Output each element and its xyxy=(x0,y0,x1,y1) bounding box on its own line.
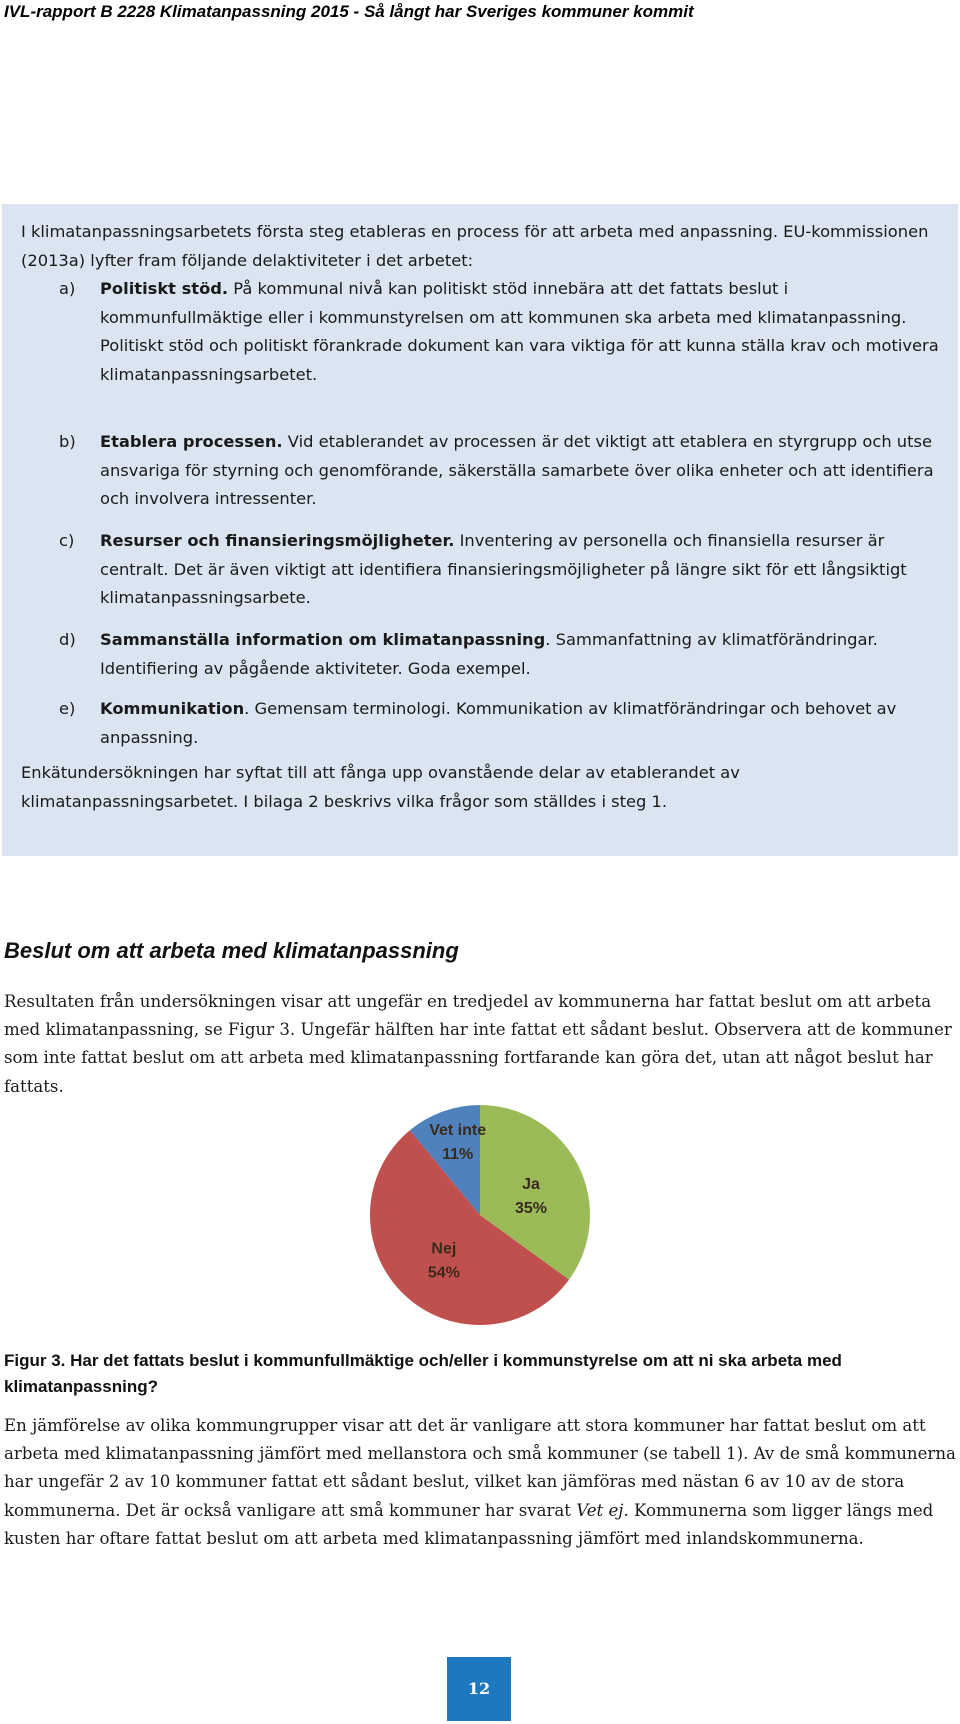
pie-chart xyxy=(360,1095,600,1335)
list-item-lead: Sammanställa information om klimatanpassning xyxy=(100,630,546,649)
pie-chart-svg xyxy=(360,1095,600,1335)
list-item-body: . Sammanfattning av klimatförändringar. Identifiering av pågående aktiviteter. Goda exempel. xyxy=(100,630,878,678)
list-item-letter: b) xyxy=(59,432,76,451)
pie-label-category: Ja xyxy=(522,1176,540,1194)
paragraph-comparison-part1: En jämförelse av olika kommungrupper visar att det är vanligare att stora kommuner har fattat beslut om att arbeta med klimatanpassning jämfört med mellanstora och små kommuner (se tabell 1). Av de små kommunerna har ungefär 2 av 10 kommuner fattat ett sådant beslut, vilket kan jämföras med nästan 6 av 10 av de stora kommunerna. Det är också vanligare att små kommuner har svarat xyxy=(4,1416,956,1520)
info-box-intro: I klimatanpassningsarbetets första steg etableras en process för att arbeta med anpassning. EU-kommissionen (2013a) lyfter fram följande delaktiviteter i det arbetet: xyxy=(21,222,929,270)
paragraph-comparison-part2: . Kommunerna som ligger längs med kusten har oftare fattat beslut om att arbeta med klimatanpassning jämfört med inlandskommunerna. xyxy=(4,1500,934,1548)
paragraph-comparison xyxy=(4,1412,956,1553)
list-item-text xyxy=(100,275,940,389)
pie-label-value: 35% xyxy=(514,1200,547,1218)
list-item-body: Inventering av personella och finansiella resurser är centralt. Det är även viktigt att identifiera finansieringsmöjligheter på längre sikt för ett långsiktigt klimatanpassningsarbete. xyxy=(100,531,907,607)
section-heading: Beslut om att arbeta med klimatanpassning xyxy=(4,938,459,963)
list-item-text xyxy=(100,626,940,683)
info-box xyxy=(2,204,958,856)
list-item-lead: Resurser och finansieringsmöjligheter. xyxy=(100,531,455,550)
list-item-text xyxy=(100,428,940,514)
paragraph-results: Resultaten från undersökningen visar att ungefär en tredjedel av kommunerna har fattat beslut om att arbeta med klimatanpassning, se Figur 3. Ungefär hälften har inte fattat ett sådant beslut. Observera att de kommuner som inte fattat beslut om att arbeta med klimatanpassning fortfarande kan göra det, utan att något beslut har fattats. xyxy=(4,992,952,1096)
list-item-body: På kommunal nivå kan politiskt stöd innebära att det fattats beslut i kommunfullmäktige eller i kommunstyrelsen om att kommunen ska arbeta med klimatanpassning. Politiskt stöd och politiskt förankrade dokument kan vara viktiga för att kunna ställa krav och motivera klimatanpassningsarbetet. xyxy=(100,279,939,384)
pie-label-category: Nej xyxy=(431,1240,457,1258)
list-item-letter: e) xyxy=(59,699,76,718)
list-item-lead: Politiskt stöd. xyxy=(100,279,229,298)
pie-label-value: 54% xyxy=(427,1264,460,1282)
list-item-text xyxy=(100,527,940,613)
list-item-body: Vid etablerandet av processen är det viktigt att etablera en styrgrupp och utse ansvariga för styrning och genomförande, säkerställa samarbete över olika enheter och att identifiera och involvera intressenter. xyxy=(100,432,934,508)
list-item-lead: Etablera processen. xyxy=(100,432,283,451)
list-item-text xyxy=(100,695,940,752)
pie-label-value: 11% xyxy=(442,1145,474,1163)
list-item-body: . Gemensam terminologi. Kommunikation av klimatförändringar och behovet av anpassning. xyxy=(100,699,897,747)
list-item-letter: a) xyxy=(59,279,76,298)
info-box-outro: Enkätundersökningen har syftat till att fånga upp ovanstående delar av etablerandet av klimatanpassningsarbetet. I bilaga 2 beskrivs vilka frågor som ställdes i steg 1. xyxy=(21,763,740,811)
list-item-lead: Kommunikation xyxy=(100,699,245,718)
list-item-letter: c) xyxy=(59,531,75,550)
list-item-letter: d) xyxy=(59,630,76,649)
paragraph-comparison-italic: Vet ej xyxy=(576,1500,624,1520)
running-header: IVL-rapport B 2228 Klimatanpassning 2015 - Så långt har Sveriges kommuner kommit xyxy=(4,2,694,21)
page-number: 12 xyxy=(447,1657,511,1721)
figure-caption: Figur 3. Har det fattats beslut i kommunfullmäktige och/eller i kommunstyrelse om att ni ska arbeta med klimatanpassning? xyxy=(4,1351,842,1396)
pie-label-category: Vet inte xyxy=(429,1121,487,1139)
